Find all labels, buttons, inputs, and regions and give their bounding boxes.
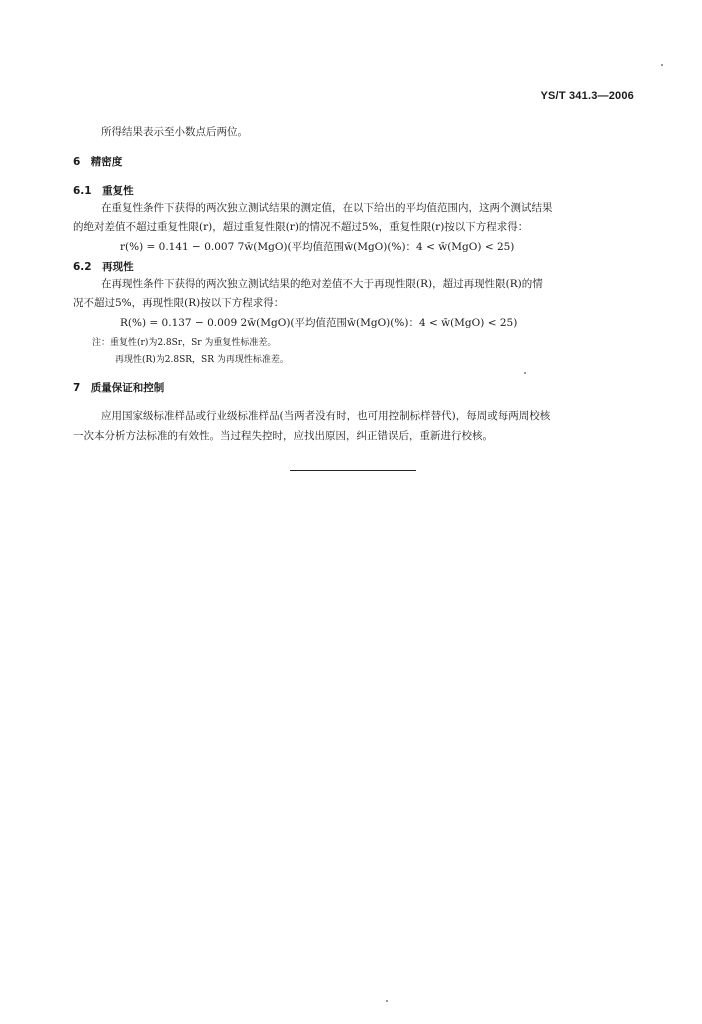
repeatability-para-line-2: 的绝对差值不超过重复性限(r)，超过重复性限(r)的情况不超过5%，重复性限(r)按以下方程求得： [73,221,529,233]
scan-speck [386,1000,388,1002]
repeatability-equation: r(%) = 0.141 − 0.007 7w̄(MgO)(平均值范围w̄(MgO)(%)：4 < w̄(MgO) < 25) [120,241,515,253]
section-6-title: 6 精密度 [73,156,123,168]
quality-control-para-line-1: 应用国家级标准样品或行业级标准样品(当两者没有时，也可用控制标样替代)，每周或每两周校核 [101,410,551,422]
quality-control-para-line-2: 一次本分析方法标准的有效性。当过程失控时，应找出原因，纠正错误后，重新进行校核。 [73,430,493,442]
end-of-document-rule [290,470,416,471]
scan-speck [524,372,526,374]
reproducibility-para-line-1: 在再现性条件下获得的两次独立测试结果的绝对差值不大于再现性限(R)，超过再现性限(R)的情 [101,278,543,290]
reproducibility-para-line-2: 况不超过5%，再现性限(R)按以下方程求得： [73,297,285,309]
result-precision-line: 所得结果表示至小数点后两位。 [101,126,248,138]
note-reproducibility: 再现性(R)为2.8SR，SR 为再现性标准差。 [115,355,289,365]
section-7-title: 7 质量保证和控制 [73,382,165,394]
repeatability-para-line-1: 在重复性条件下获得的两次独立测试结果的测定值，在以下给出的平均值范围内，这两个测试结果 [101,202,553,214]
section-6-2-title: 6.2 再现性 [73,261,134,273]
reproducibility-equation: R(%) = 0.137 − 0.009 2w̄(MgO)(平均值范围w̄(MgO)(%)：4 < w̄(MgO) < 25) [120,317,518,329]
scan-speck [661,64,663,66]
document-number: YS/T 341.3—2006 [540,90,634,102]
section-6-1-title: 6.1 重复性 [73,185,134,197]
note-repeatability: 注：重复性(r)为2.8Sr，Sr 为重复性标准差。 [92,338,277,348]
